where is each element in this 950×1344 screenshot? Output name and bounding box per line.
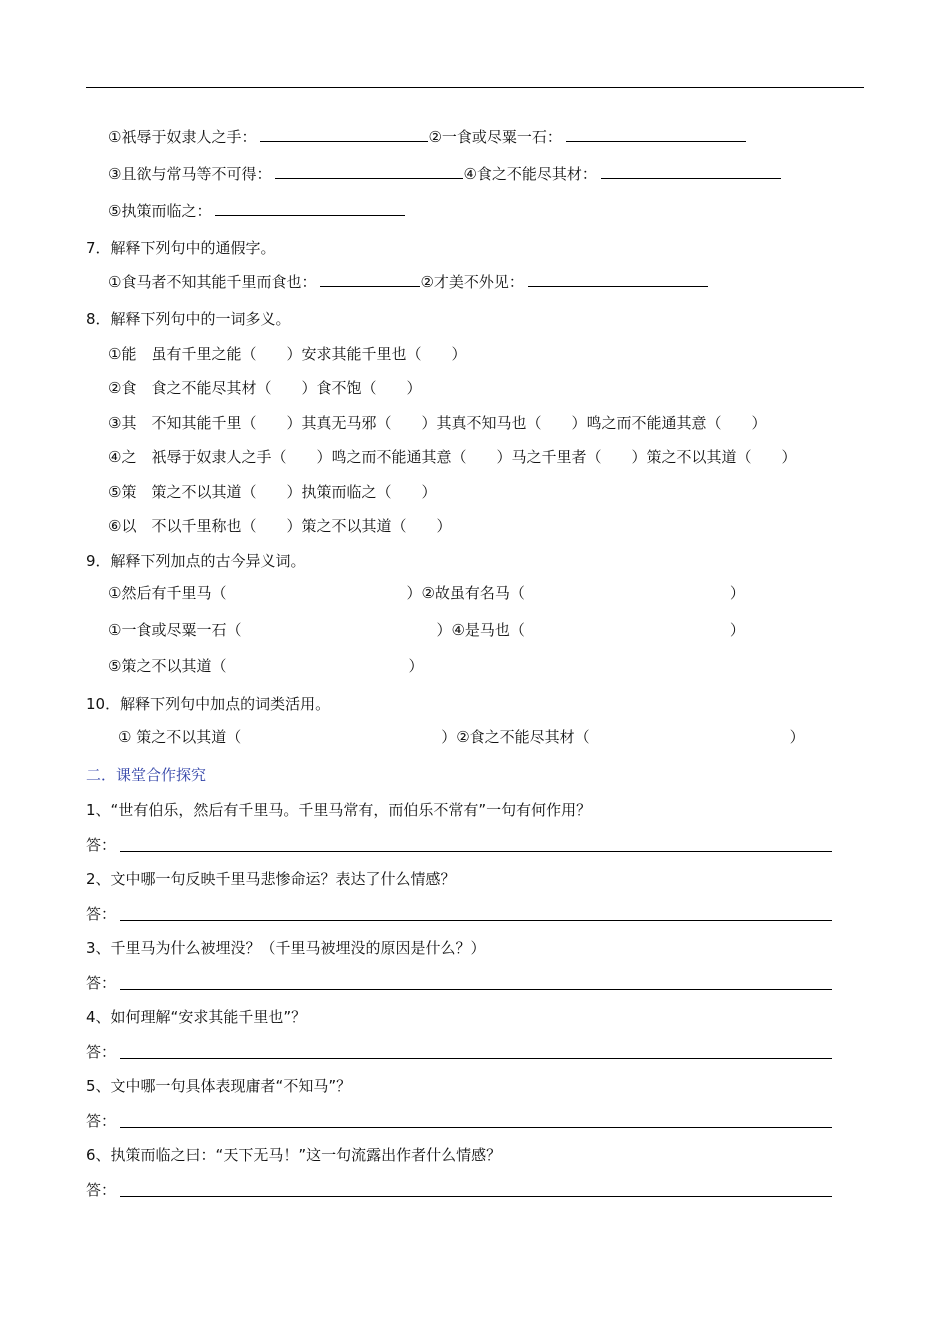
q10-item-2: ）②食之不能尽其材（ <box>441 728 590 746</box>
header-rule <box>86 87 864 88</box>
q8-title: 8．解释下列句中的一词多义。 <box>86 310 291 328</box>
q8-row-3: ③其 不知其能千里（ ）其真无马邪（ ）其真不知马也（ ）鸣之而不能通其意（ ） <box>108 414 767 432</box>
answer-line-1[interactable] <box>120 851 832 852</box>
answer-blank[interactable] <box>260 127 428 142</box>
q10-title: 10．解释下列句中加点的词类活用。 <box>86 695 331 713</box>
answer-blank[interactable] <box>601 164 781 179</box>
q9-item-4: ）④是马也（ <box>436 621 525 639</box>
q9-close-3: ） <box>408 657 424 675</box>
q9-row-3 <box>108 656 423 676</box>
q9-close-2: ） <box>729 621 745 639</box>
discussion-question-5: 5、文中哪一句具体表现庸者“不知马”？ <box>86 1077 352 1095</box>
q10-close: ） <box>789 728 805 746</box>
answer-label: 答： <box>86 1112 117 1130</box>
answer-label: 答： <box>86 1043 117 1061</box>
answer-blank[interactable] <box>320 272 420 287</box>
q6-row-3 <box>108 201 405 221</box>
answer-line-4[interactable] <box>120 1058 832 1059</box>
q6-item-5: ⑤执策而临之： <box>108 202 212 220</box>
answer-blank[interactable] <box>215 201 405 216</box>
discussion-question-1: 1、“世有伯乐，然后有千里马。千里马常有，而伯乐不常有”一句有何作用？ <box>86 801 592 819</box>
answer-label: 答： <box>86 836 117 854</box>
discussion-question-2: 2、文中哪一句反映千里马悲惨命运？表达了什么情感？ <box>86 870 456 888</box>
answer-line-2[interactable] <box>120 920 832 921</box>
q9-close-1: ） <box>729 584 745 602</box>
q7-item-2: ②才美不外见： <box>420 273 524 291</box>
q8-row-5: ⑤策 策之不以其道（ ）执策而临之（ ） <box>108 483 437 501</box>
q9-item-1: ①然后有千里马（ <box>108 584 227 602</box>
q9-row-1 <box>108 583 745 603</box>
q9-title: 9．解释下列加点的古今异义词。 <box>86 552 306 570</box>
answer-label: 答： <box>86 974 117 992</box>
q6-row-1 <box>108 127 746 147</box>
q6-item-1: ①祇辱于奴隶人之手： <box>108 128 257 146</box>
discussion-question-6: 6、执策而临之曰：“天下无马！”这一句流露出作者什么情感？ <box>86 1146 502 1164</box>
q8-row-4: ④之 祇辱于奴隶人之手（ ）鸣之而不能通其意（ ）马之千里者（ ）策之不以其道（ ） <box>108 448 797 466</box>
q6-item-3: ③且欲与常马等不可得： <box>108 165 272 183</box>
q6-item-4: ④食之不能尽其材： <box>463 165 597 183</box>
section-2-title: 二．课堂合作探究 <box>86 766 207 784</box>
q10-row <box>118 727 805 747</box>
answer-label: 答： <box>86 1181 117 1199</box>
answer-blank[interactable] <box>275 164 463 179</box>
answer-line-3[interactable] <box>120 989 832 990</box>
answer-line-6[interactable] <box>120 1196 832 1197</box>
discussion-question-4: 4、如何理解“安求其能千里也”？ <box>86 1008 307 1026</box>
answer-label: 答： <box>86 905 117 923</box>
discussion-question-3: 3、千里马为什么被埋没？（千里马被埋没的原因是什么？） <box>86 939 486 957</box>
q6-row-2 <box>108 164 781 184</box>
q9-row-2 <box>108 620 745 640</box>
q8-row-2: ②食 食之不能尽其材（ ）食不饱（ ） <box>108 379 422 397</box>
q7-item-1: ①食马者不知其能千里而食也： <box>108 273 317 291</box>
q9-item-5: ⑤策之不以其道（ <box>108 657 227 675</box>
q8-row-1: ①能 虽有千里之能（ ）安求其能千里也（ ） <box>108 345 467 363</box>
q8-row-6: ⑥以 不以千里称也（ ）策之不以其道（ ） <box>108 517 452 535</box>
q9-item-2: ）②故虽有名马（ <box>406 584 525 602</box>
q10-item-1: ① 策之不以其道（ <box>118 728 242 746</box>
q7-row <box>108 272 708 292</box>
q7-title: 7．解释下列句中的通假字。 <box>86 239 276 257</box>
answer-blank[interactable] <box>566 127 746 142</box>
answer-blank[interactable] <box>528 272 708 287</box>
answer-line-5[interactable] <box>120 1127 832 1128</box>
q9-item-3: ①一食或尽粟一石（ <box>108 621 242 639</box>
q6-item-2: ②一食或尽粟一石： <box>428 128 562 146</box>
